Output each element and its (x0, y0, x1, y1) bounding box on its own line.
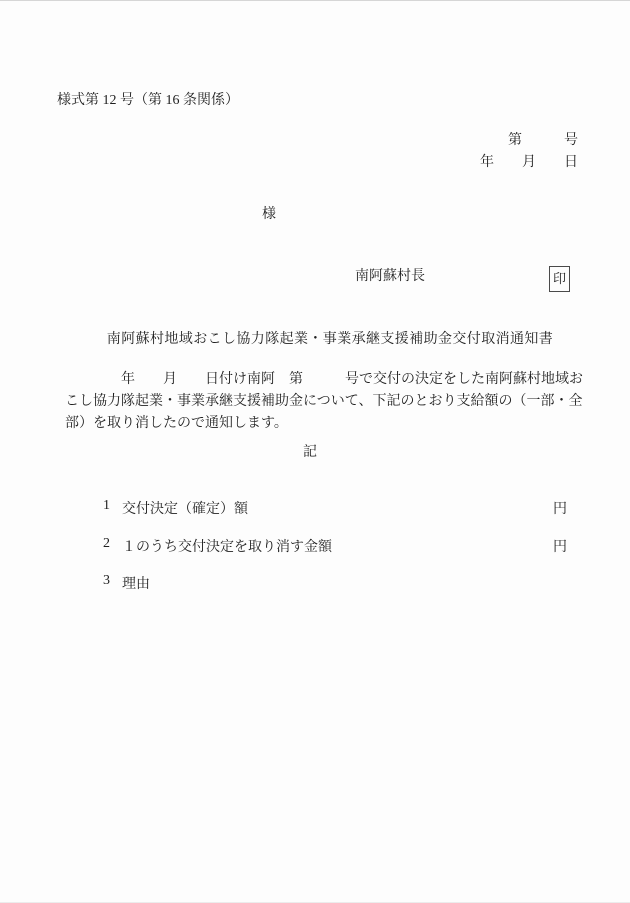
seal-label: 印 (552, 271, 566, 286)
record-marker: 記 (303, 445, 317, 460)
recipient-honorific: 様 (262, 207, 276, 222)
document-number: 第 号 (508, 133, 578, 148)
sender-title: 南阿蘇村長 (355, 269, 425, 284)
item-number: 1 (103, 498, 110, 513)
item-label: 理由 (122, 577, 150, 592)
document-title: 南阿蘇村地域おこし協力隊起業・事業承継支援補助金交付取消通知書 (106, 332, 554, 347)
list-item (0, 498, 630, 515)
item-label: １のうち交付決定を取り消す金額 (122, 540, 332, 555)
item-unit: 円 (553, 540, 567, 555)
item-unit: 円 (553, 502, 567, 517)
body-line: こし協力隊起業・事業承継支援補助金について、下記のとおり支給額の（一部・全 (65, 394, 583, 409)
list-item (0, 536, 630, 553)
item-label: 交付決定（確定）額 (122, 502, 248, 517)
list-item (0, 573, 630, 590)
item-number: 3 (103, 573, 110, 588)
body-line: 部）を取り消したので通知します。 (65, 416, 288, 431)
form-number: 様式第 12 号（第 16 条関係） (57, 93, 239, 108)
seal-stamp-box (549, 266, 570, 292)
body-line: 年 月 日付け南阿 第 号で交付の決定をした南阿蘇村地域お (65, 372, 583, 387)
item-number: 2 (103, 536, 110, 551)
body-paragraph (65, 369, 585, 435)
issue-date: 年 月 日 (480, 155, 578, 170)
